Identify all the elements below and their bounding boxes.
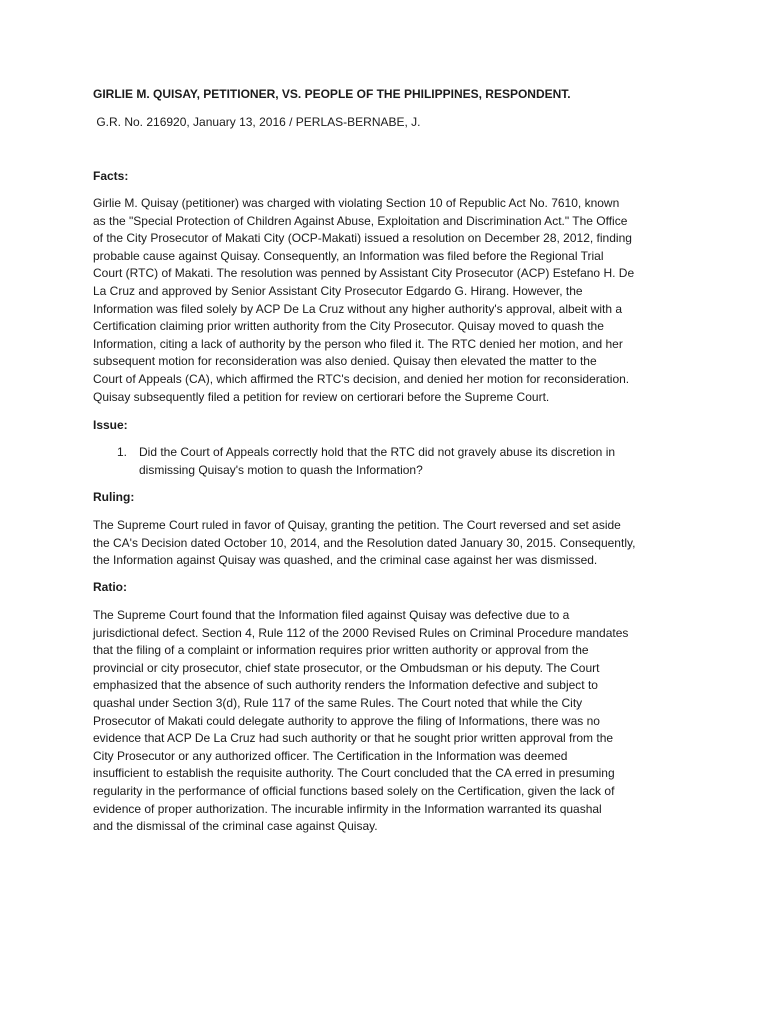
ratio-line: regularity in the performance of official functions based solely on the Certification, given the lack of [93, 783, 615, 798]
facts-line: Quisay subsequently filed a petition for review on certiorari before the Supreme Court. [93, 389, 550, 404]
ratio-line: quashal under Section 3(d), Rule 117 of the same Rules. The Court noted that while the City [93, 695, 583, 710]
facts-line: as the "Special Protection of Children Against Abuse, Exploitation and Discrimination Act." The Office [93, 213, 628, 228]
ruling-heading: Ruling: [93, 490, 135, 504]
ratio-line: and the dismissal of the criminal case against Quisay. [93, 819, 378, 834]
ruling-line: The Supreme Court ruled in favor of Quisay, granting the petition. The Court reversed and set aside [93, 518, 621, 532]
ratio-paragraph [93, 607, 628, 836]
ratio-heading: Ratio: [93, 580, 127, 594]
facts-line: Certification claiming prior written authority from the City Prosecutor. Quisay moved to quash the [93, 319, 604, 334]
facts-line: Court (RTC) of Makati. The resolution was penned by Assistant City Prosecutor (ACP) Estefano H. De [93, 266, 635, 281]
facts-line: subsequent motion for reconsideration was also denied. Quisay then elevated the matter to the [93, 354, 597, 369]
issue-heading: Issue: [93, 418, 128, 432]
ratio-line: Prosecutor of Makati could delegate authority to approve the filing of Informations, there was no [93, 713, 600, 728]
ratio-line: City Prosecutor or any authorized officer. The Certification in the Information was deemed [93, 748, 568, 763]
facts-line: Court of Appeals (CA), which affirmed the RTC's decision, and denied her motion for reconsideration. [93, 371, 630, 386]
ruling-paragraph [93, 517, 635, 570]
case-citation: G.R. No. 216920, January 13, 2016 / PERLAS-BERNABE, J. [93, 115, 421, 129]
issue-item-line: Did the Court of Appeals correctly hold that the RTC did not gravely abuse its discretion in [139, 445, 616, 459]
issue-item [139, 444, 615, 479]
ratio-line: insufficient to establish the requisite authority. The Court concluded that the CA erred in presuming [93, 766, 615, 781]
facts-line: La Cruz and approved by Senior Assistant City Prosecutor Edgardo G. Hirang. However, the [93, 283, 583, 298]
ratio-line: jurisdictional defect. Section 4, Rule 112 of the 2000 Revised Rules on Criminal Procedure mandates [93, 625, 629, 640]
facts-line: probable cause against Quisay. Consequently, an Information was filed before the Regional Trial [93, 248, 604, 263]
ratio-line: The Supreme Court found that the Information filed against Quisay was defective due to a [93, 608, 570, 622]
ratio-line: provincial or city prosecutor, chief state prosecutor, or the Ombudsman or his deputy. The Court [93, 660, 600, 675]
ratio-line: emphasized that the absence of such authority renders the Information defective and subject to [93, 678, 598, 693]
ratio-line: evidence of proper authorization. The incurable infirmity in the Information warranted its quashal [93, 801, 602, 816]
facts-line: Information, citing a lack of authority by the person who filed it. The RTC denied her motion, and her [93, 336, 623, 351]
case-title: GIRLIE M. QUISAY, PETITIONER, VS. PEOPLE OF THE PHILIPPINES, RESPONDENT. [93, 87, 571, 101]
facts-heading: Facts: [93, 169, 129, 183]
issue-item-line: dismissing Quisay's motion to quash the Information? [139, 462, 423, 477]
facts-line: Girlie M. Quisay (petitioner) was charged with violating Section 10 of Republic Act No. 7610, known [93, 196, 620, 210]
facts-paragraph [93, 195, 634, 406]
ratio-line: that the filing of a complaint or information requires prior written authority or approval from the [93, 643, 589, 658]
issue-item-number: 1. [117, 445, 128, 459]
facts-line: Information was filed solely by ACP De La Cruz without any higher authority's approval, albeit with a [93, 301, 623, 316]
ruling-line: the Information against Quisay was quashed, and the criminal case against her was dismissed. [93, 553, 598, 568]
ruling-line: the CA's Decision dated October 10, 2014, and the Resolution dated January 30, 2015. Consequently, [93, 535, 636, 550]
facts-line: of the City Prosecutor of Makati City (OCP-Makati) issued a resolution on December 28, 2012, finding [93, 231, 632, 246]
ratio-line: evidence that ACP De La Cruz had such authority or that he sought prior written approval from the [93, 731, 614, 746]
